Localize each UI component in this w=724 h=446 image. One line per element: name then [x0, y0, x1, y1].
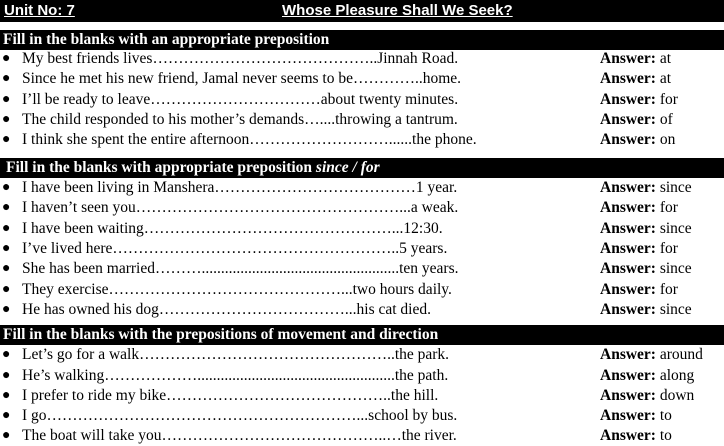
question-text: I’ve lived here………………………………………………..5 years.: [22, 240, 448, 257]
unit-number: Unit No: 7: [4, 2, 75, 19]
answer: Answer: around: [600, 346, 703, 363]
bullet-icon: ●: [2, 428, 11, 443]
exercise-row: [0, 178, 724, 198]
exercise-row: [0, 49, 724, 69]
answer: Answer: since: [600, 179, 692, 196]
answer: Answer: since: [600, 260, 692, 277]
question-text: Let’s go for a walk…………………………………………..the park.: [22, 346, 450, 363]
question-text: I prefer to ride my bike……………………………………..the hill.: [22, 387, 439, 404]
question-text: Since he met his new friend, Jamal never seems to be…………..home.: [22, 70, 462, 87]
exercise-row: [0, 366, 724, 386]
answer: Answer: down: [600, 387, 695, 404]
exercise-row: [0, 130, 724, 150]
question-text: I have been living in Manshera…………………………………1 year.: [22, 179, 458, 196]
answer: Answer: at: [600, 50, 672, 67]
exercise-row: [0, 280, 724, 300]
section-heading-since-for: Fill in the blanks with appropriate preposition since / for: [0, 158, 724, 178]
question-text: She has been married………...................................................ten years.: [22, 260, 459, 277]
answer: Answer: on: [600, 131, 676, 148]
unit-title: Whose Pleasure Shall We Seek?: [282, 2, 513, 19]
bullet-icon: ●: [2, 221, 11, 236]
question-text: I’ll be ready to leave……………………………about twenty minutes.: [22, 91, 459, 108]
question-text: I go……………………………………………………...school by bus.: [22, 407, 458, 424]
answer: Answer: to: [600, 427, 672, 444]
bullet-icon: ●: [2, 408, 11, 423]
bullet-icon: ●: [2, 200, 11, 215]
exercise-row: [0, 426, 724, 446]
bullet-icon: ●: [2, 132, 11, 147]
exercise-row: [0, 300, 724, 320]
exercise-row: [0, 90, 724, 110]
exercise-row: [0, 198, 724, 218]
bullet-icon: ●: [2, 347, 11, 362]
answer: Answer: since: [600, 301, 692, 318]
exercise-row: [0, 259, 724, 279]
bullet-icon: ●: [2, 261, 11, 276]
exercise-row: [0, 345, 724, 365]
exercise-row: [0, 406, 724, 426]
bullet-icon: ●: [2, 180, 11, 195]
answer: Answer: for: [600, 199, 678, 216]
question-text: I have been waiting…………………………………………...12:30.: [22, 220, 443, 237]
answer: Answer: for: [600, 91, 678, 108]
bullet-icon: ●: [2, 112, 11, 127]
exercise-row: [0, 239, 724, 259]
bullet-icon: ●: [2, 388, 11, 403]
exercise-row: [0, 110, 724, 130]
question-text: They exercise………………………………………...two hours daily.: [22, 281, 452, 298]
answer: Answer: of: [600, 111, 673, 128]
bullet-icon: ●: [2, 71, 11, 86]
question-text: I haven’t seen you……………………………………………...a weak.: [22, 199, 459, 216]
bullet-icon: ●: [2, 302, 11, 317]
bullet-icon: ●: [2, 368, 11, 383]
question-text: I think she spent the entire afternoon………………………......the phone.: [22, 131, 477, 148]
question-text: He’s walking………………...................................................the path.: [22, 367, 449, 384]
exercise-row: [0, 219, 724, 239]
question-text: My best friends lives……………………………………..Jinnah Road.: [22, 50, 459, 67]
exercise-row: [0, 69, 724, 89]
exercise-row: [0, 386, 724, 406]
section-heading-movement-direction: Fill in the blanks with the prepositions of movement and direction: [0, 325, 724, 345]
section-heading-preposition: Fill in the blanks with an appropriate preposition: [0, 30, 724, 50]
question-text: The child responded to his mother’s demands…....throwing a tantrum.: [22, 111, 458, 128]
bullet-icon: ●: [2, 92, 11, 107]
answer: Answer: for: [600, 281, 678, 298]
bullet-icon: ●: [2, 282, 11, 297]
answer: Answer: for: [600, 240, 678, 257]
question-text: He has owned his dog………………………………...his cat died.: [22, 301, 431, 318]
question-text: The boat will take you……………………………………..…the river.: [22, 427, 457, 444]
answer: Answer: along: [600, 367, 695, 384]
answer: Answer: at: [600, 70, 672, 87]
answer: Answer: since: [600, 220, 692, 237]
bullet-icon: ●: [2, 51, 11, 66]
answer: Answer: to: [600, 407, 672, 424]
bullet-icon: ●: [2, 241, 11, 256]
unit-header-bar: [0, 0, 724, 22]
